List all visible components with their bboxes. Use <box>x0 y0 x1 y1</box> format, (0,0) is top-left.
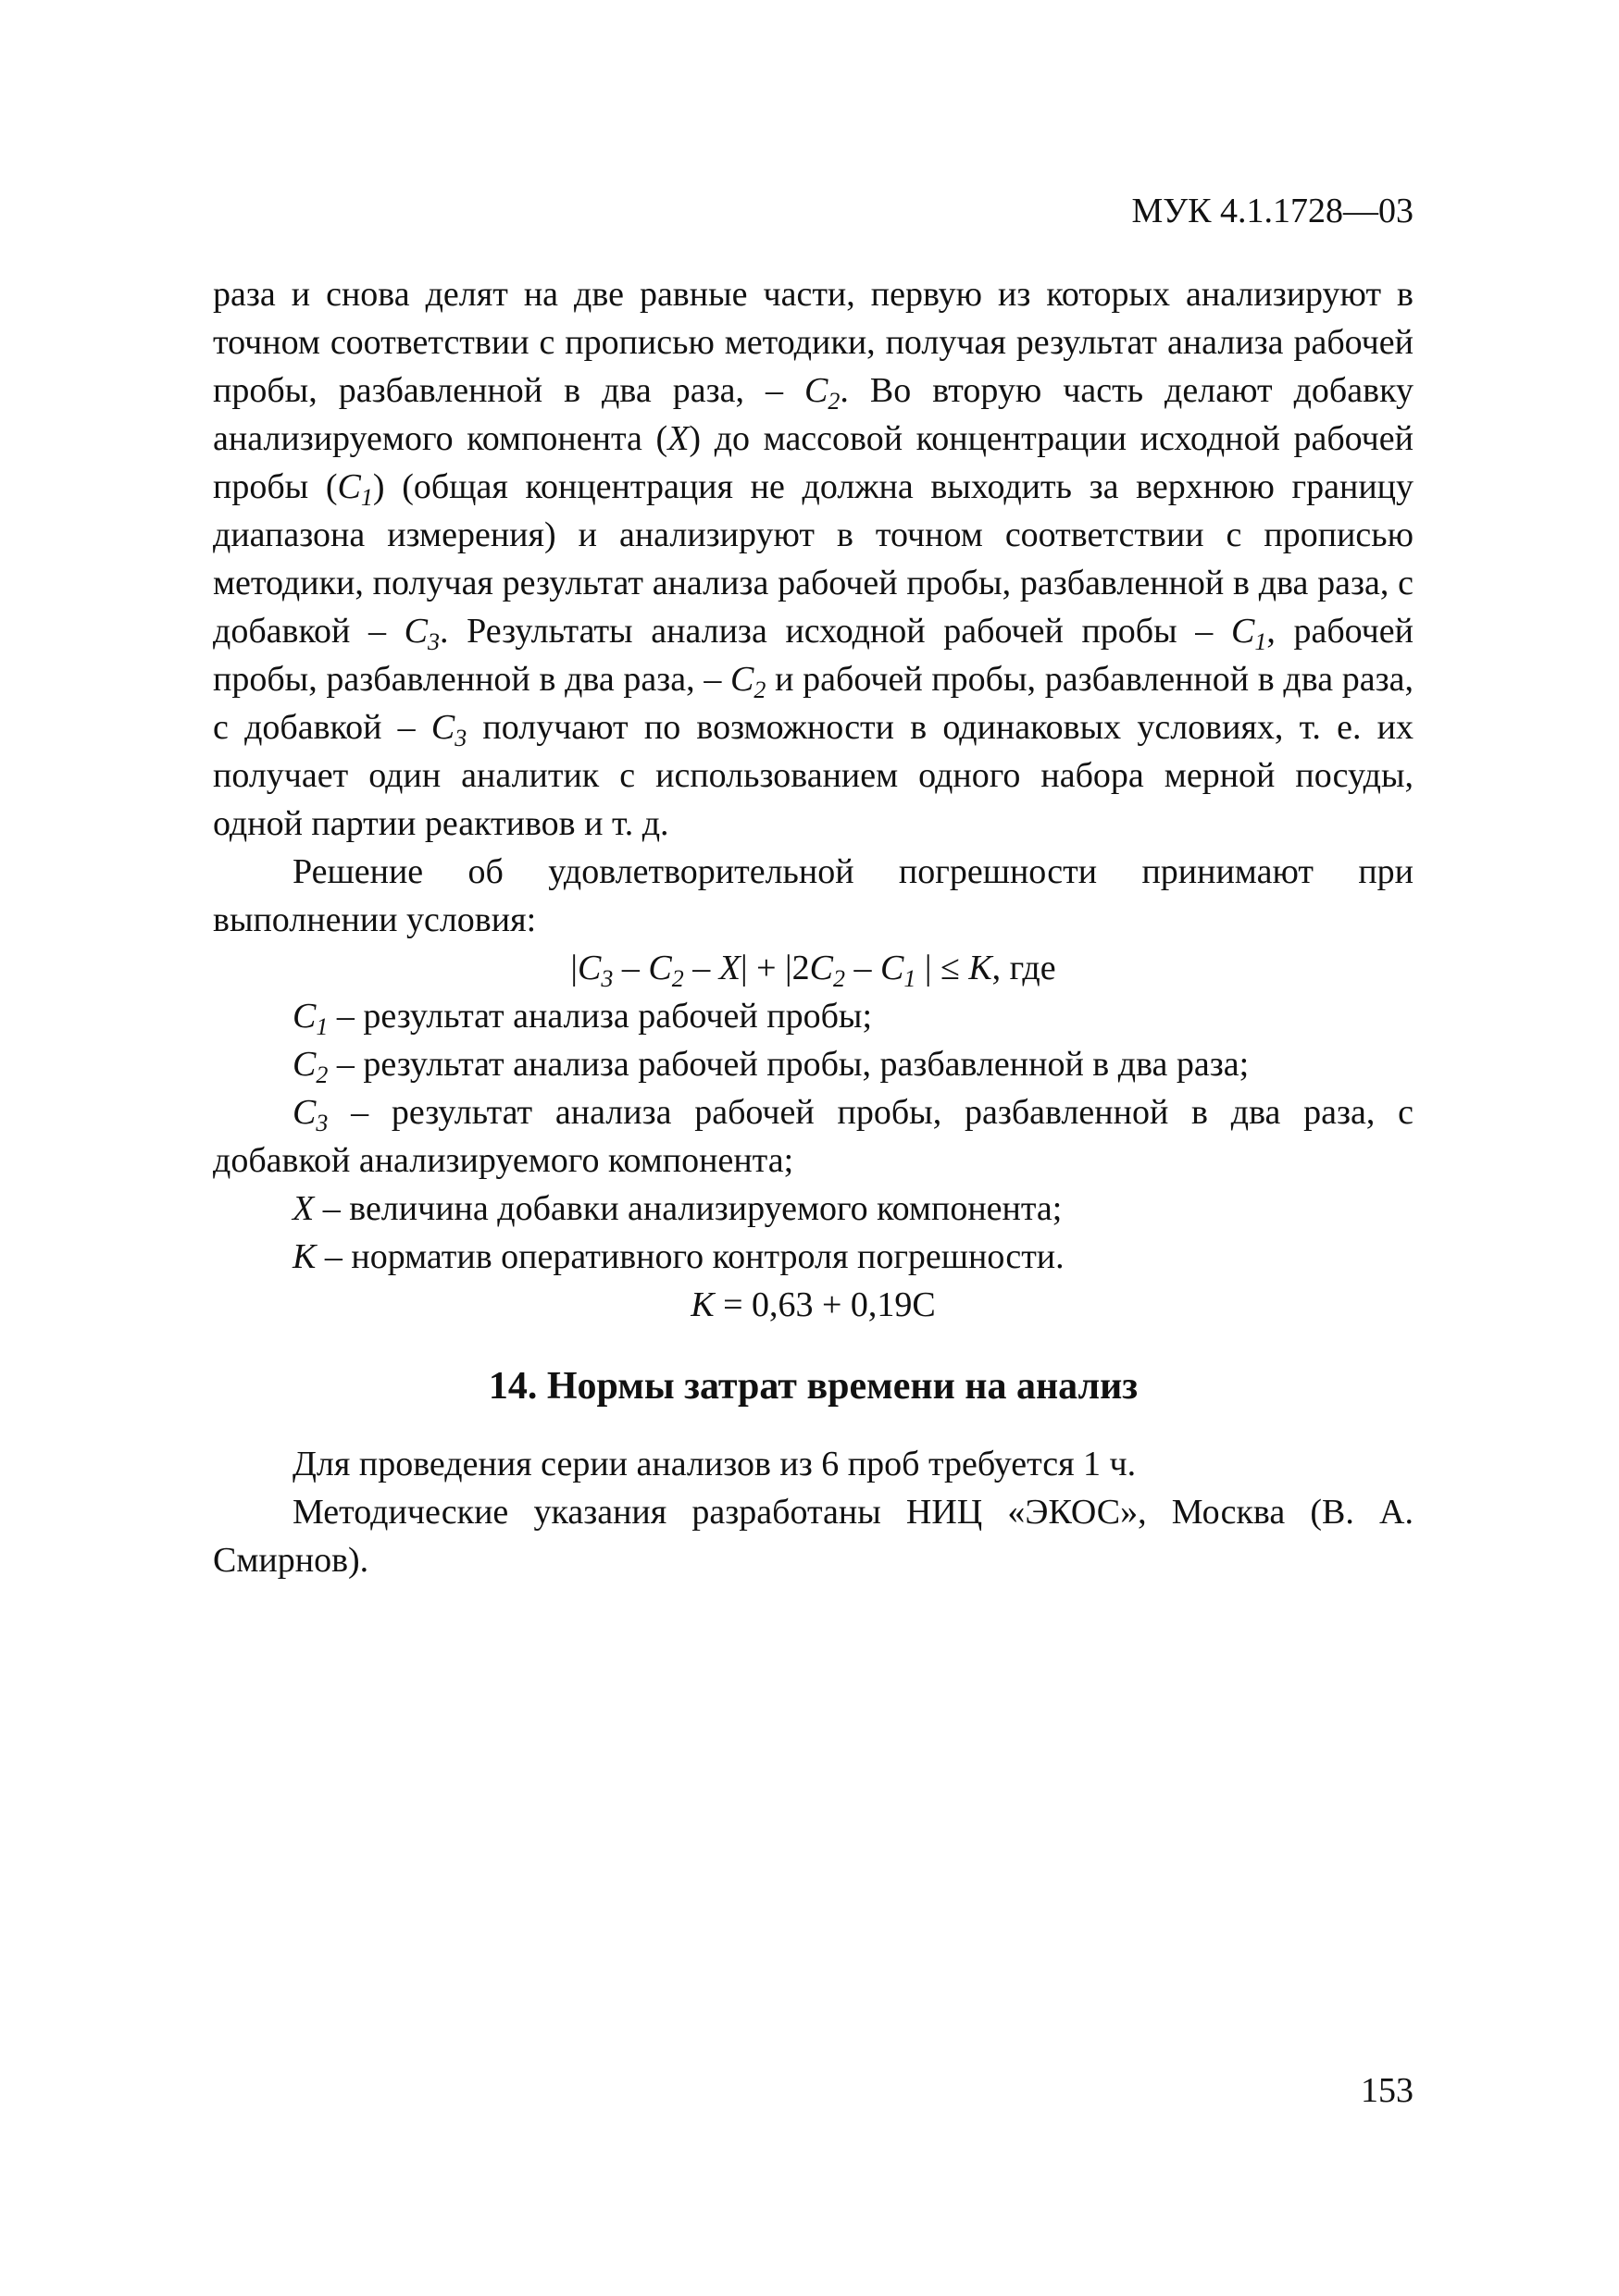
page-body <box>213 270 1414 1584</box>
time-norm-paragraph: Для проведения серии анализов из 6 проб требуется 1 ч. <box>293 1445 1137 1483</box>
text-segment: раза и снова делят на две равные части, первую из которых анализируют в точном соответствии с прописью методики, получая результат анализа рабочей пробы, разбавленной в два раза, – <box>213 275 1414 410</box>
definition-x: X – величина добавки анализируемого компонента; <box>293 1189 1063 1228</box>
k-formula: K = 0,63 + 0,19C <box>691 1285 936 1324</box>
authors-paragraph: Методические указания разработаны НИЦ «ЭКОС», Москва (В. А. Смирнов). <box>213 1493 1414 1580</box>
definition-k: K – норматив оперативного контроля погрешности. <box>293 1237 1065 1276</box>
text-segment: ) до массовой концентрации исходной рабочей пробы ( <box>213 419 1414 506</box>
math-symbol: $C_2$ <box>804 371 841 415</box>
definition-c1: $C_1$ – результат анализа рабочей пробы; <box>293 997 873 1040</box>
math-symbol: $C_1$ <box>1230 612 1267 655</box>
page-number: 153 <box>1361 2071 1414 2110</box>
decision-paragraph: Решение об удовлетворительной погрешности принимают при выполнении условия: <box>213 852 1414 939</box>
definition-c3: $C_3$ – результат анализа рабочей пробы, разбавленной в два раза, с добавкой анализируемого компонента; <box>213 1093 1414 1180</box>
math-symbol: $C_2$ <box>730 660 766 703</box>
document-code-header: МУК 4.1.1728—03 <box>1131 192 1414 230</box>
text-segment: . Во вторую часть делают добавку анализируемого компонента ( <box>213 371 1414 458</box>
text-segment: , рабочей пробы, разбавленной в два раза, – <box>213 612 1414 699</box>
math-symbol: $C_3$ <box>404 612 440 655</box>
text-segment: и рабочей пробы, разбавленной в два раза, с добавкой – <box>213 660 1414 747</box>
definition-c2: $C_2$ – результат анализа рабочей пробы, разбавленной в два раза; <box>293 1045 1250 1088</box>
text-segment: получают по возможности в одинаковых условиях, т. е. их получает один аналитик с использованием одного набора мерной посуды, одной партии реактивов и т. д. <box>213 708 1414 843</box>
math-symbol: $C_1$ <box>337 467 373 511</box>
text-segment: . Результаты анализа исходной рабочей пробы – <box>440 612 1231 651</box>
math-symbol: X <box>667 419 690 458</box>
text-segment: ) (общая концентрация не должна выходить за верхнюю границу диапазона измерения) и анализируют в точном соответствии с прописью методики, получая результат анализа рабочей пробы, разбавленной в два раза, с добавкой – <box>213 467 1414 651</box>
symbol-definitions <box>213 992 1414 1281</box>
error-condition-formula: $|C_3 - C_2 - X| + |2C_2 - C_1$ | ≤ K, где <box>570 949 1056 992</box>
continuation-paragraph <box>213 270 1414 848</box>
math-symbol: $C_3$ <box>430 708 467 751</box>
section-heading: 14. Нормы затрат времени на анализ <box>488 1365 1139 1408</box>
